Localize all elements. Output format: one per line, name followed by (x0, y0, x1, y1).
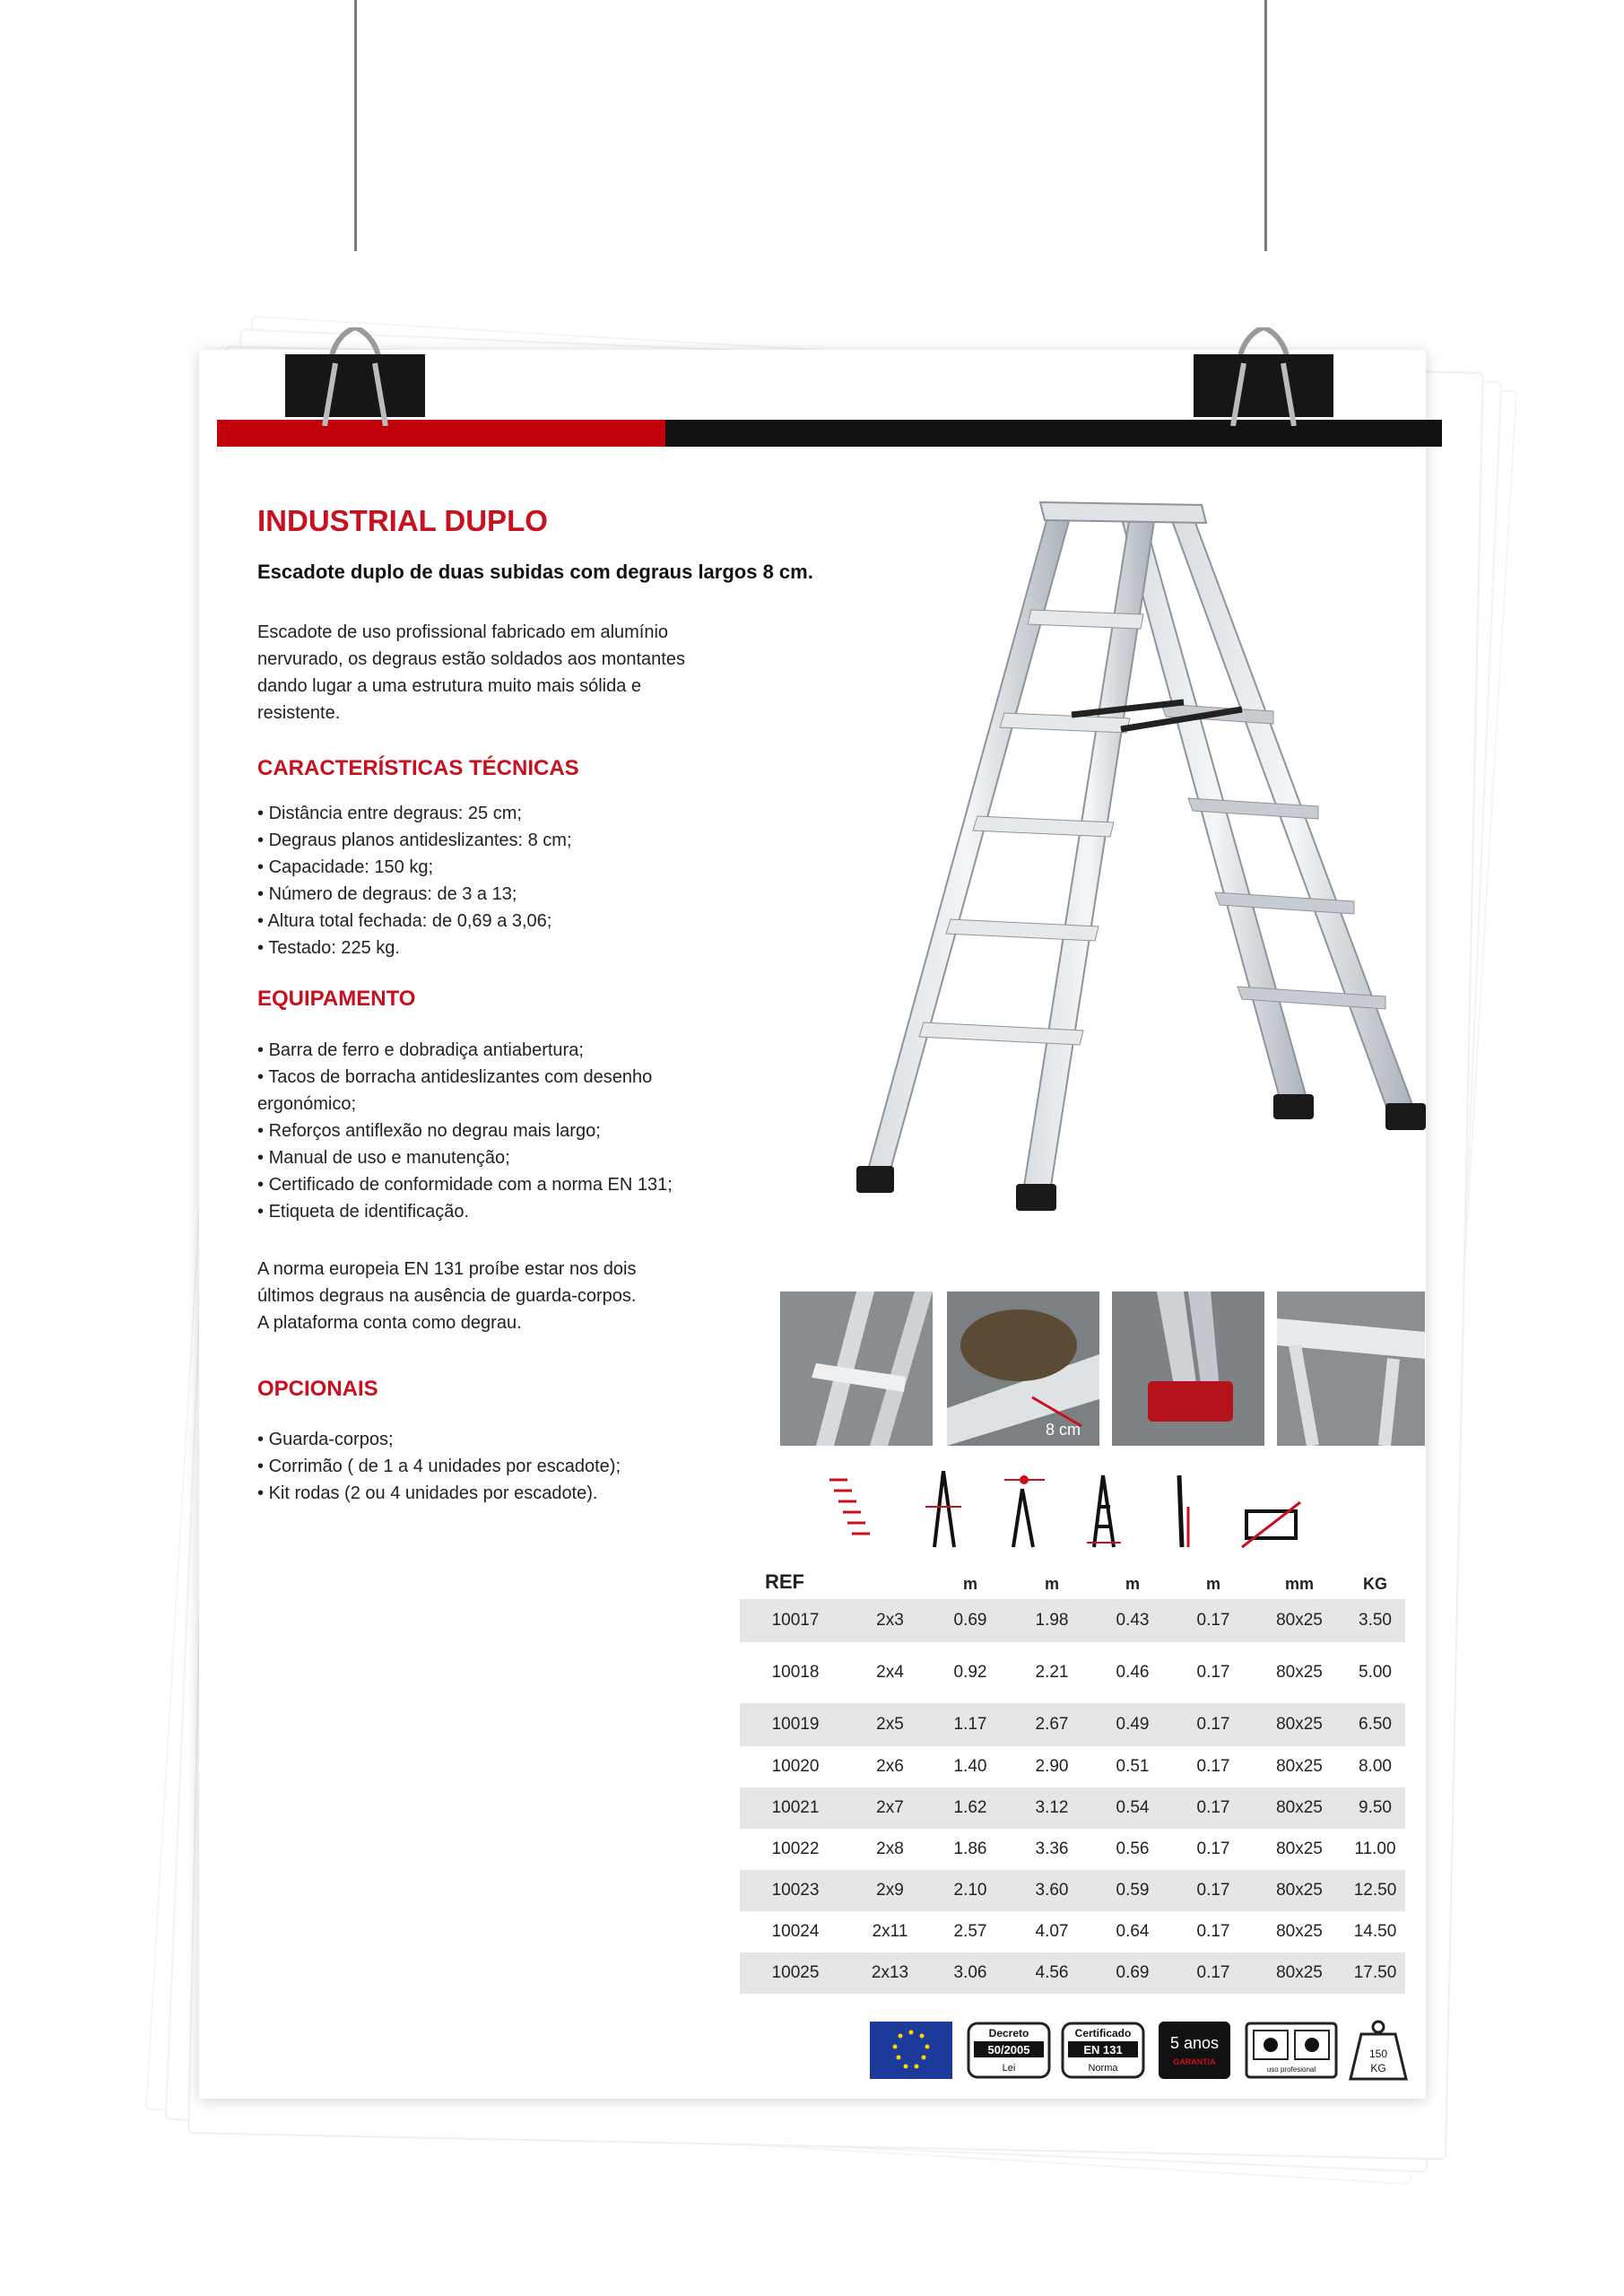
cell-height-closed: 2.10 (929, 1870, 1012, 1911)
column-header-ref: REF (765, 1570, 804, 1593)
cell-depth: 0.17 (1196, 1663, 1230, 1682)
cell-height-closed: 1.62 (929, 1787, 1012, 1829)
decreto-top-text: Decreto (988, 2027, 1029, 2039)
cell-depth: 0.17 (1196, 1839, 1230, 1858)
table-row (740, 1952, 1405, 1994)
ladder-height-working-icon (1004, 1475, 1045, 1547)
table-header-row (740, 1548, 1405, 1599)
norma-note (257, 1256, 795, 1336)
cell-profile: 80x25 (1254, 1703, 1345, 1746)
certificado-mid-text: EN 131 (1083, 2043, 1123, 2057)
specs-table-body (740, 1599, 1405, 1994)
column-header-working-height: m (1044, 1575, 1059, 1593)
ladder-height-closed-icon (925, 1471, 961, 1547)
detail-photo-foot (1112, 1292, 1264, 1446)
foot-icon (1016, 1184, 1056, 1211)
step-profile-icon (1242, 1502, 1300, 1547)
cell-steps: 2x7 (851, 1787, 929, 1829)
cell-ref: 10017 (740, 1599, 851, 1642)
cell-weight: 11.00 (1354, 1839, 1396, 1858)
equipamento-list (257, 1037, 795, 1225)
description-line: nervurado, os degraus estão soldados aos montantes (257, 649, 685, 669)
cell-steps: 2x11 (872, 1922, 908, 1941)
caracteristicas-list (257, 800, 795, 961)
decreto-mid-text: 50/2005 (987, 2043, 1030, 2057)
hanging-wire-right (1264, 0, 1267, 251)
list-item: • Número de degraus: de 3 a 13; (257, 881, 795, 908)
opcionais-list (257, 1426, 795, 1507)
cell-weight: 3.50 (1345, 1599, 1405, 1642)
cell-width: 0.51 (1116, 1757, 1150, 1776)
cell-height-closed: 2.57 (953, 1922, 987, 1941)
cell-ref: 10021 (740, 1787, 851, 1829)
detail-photo-platform (1277, 1292, 1425, 1446)
cell-steps: 2x5 (851, 1703, 929, 1746)
cell-ref: 10023 (740, 1870, 851, 1911)
steps-icon (829, 1480, 870, 1534)
section-heading-opcionais: OPCIONAIS (257, 1377, 378, 1401)
garantia-bottom-text: GARANTIA (1173, 2057, 1216, 2066)
cell-working-height: 2.21 (1035, 1663, 1069, 1682)
list-item: • Degraus planos antideslizantes: 8 cm; (257, 827, 795, 854)
product-subtitle: Escadote duplo de duas subidas com degraus largos 8 cm. (257, 561, 813, 583)
section-heading-equipamento: EQUIPAMENTO (257, 987, 416, 1011)
cell-working-height: 3.60 (1012, 1870, 1092, 1911)
section-heading-caracteristicas: CARACTERÍSTICAS TÉCNICAS (257, 756, 579, 780)
ladder-depth-icon (1179, 1475, 1188, 1547)
list-item: • Capacidade: 150 kg; (257, 854, 795, 881)
uso-label-text: uso profesional (1266, 2066, 1316, 2074)
column-header-profile: mm (1284, 1575, 1314, 1593)
ladder-product-image (852, 498, 1426, 1251)
description-line: resistente. (257, 703, 341, 723)
list-item: • Certificado de conformidade com a norma EN 131; (257, 1171, 795, 1198)
cell-working-height: 3.12 (1012, 1787, 1092, 1829)
cell-depth: 0.17 (1173, 1870, 1254, 1911)
certification-badges (870, 2020, 1408, 2081)
cell-depth: 0.17 (1196, 1757, 1230, 1776)
list-item: • Kit rodas (2 ou 4 unidades por escadote). (257, 1480, 795, 1507)
list-item: • Tacos de borracha antideslizantes com desenho (257, 1064, 795, 1091)
column-header-weight: KG (1363, 1575, 1387, 1593)
cell-weight: 14.50 (1353, 1922, 1397, 1941)
uso-profissional-badge (1246, 2023, 1336, 2077)
step-width-label: 8 cm (1046, 1421, 1081, 1439)
cell-profile: 80x25 (1254, 1787, 1345, 1829)
cell-depth: 0.17 (1173, 1703, 1254, 1746)
cell-ref: 10019 (740, 1703, 851, 1746)
column-header-width: m (1125, 1575, 1140, 1593)
cell-width: 0.56 (1116, 1839, 1150, 1858)
cell-working-height: 3.36 (1035, 1839, 1069, 1858)
list-item-continuation: ergonómico; (257, 1094, 357, 1114)
cell-profile: 80x25 (1254, 1870, 1345, 1911)
cell-profile: 80x25 (1276, 1922, 1323, 1941)
cell-profile: 80x25 (1276, 1839, 1323, 1858)
table-row (740, 1642, 1405, 1703)
list-item: • Manual de uso e manutenção; (257, 1144, 795, 1171)
list-item: • Testado: 225 kg. (257, 935, 795, 961)
cell-height-closed: 3.06 (929, 1952, 1012, 1994)
table-row (740, 1829, 1405, 1870)
certificado-badge (1063, 2023, 1143, 2077)
table-row (740, 1599, 1405, 1642)
list-item: • Altura total fechada: de 0,69 a 3,06; (257, 908, 795, 935)
cell-steps: 2x3 (851, 1599, 929, 1642)
product-description (257, 619, 795, 726)
cell-profile: 80x25 (1254, 1599, 1345, 1642)
cell-steps: 2x9 (851, 1870, 929, 1911)
column-header-depth: m (1205, 1575, 1220, 1593)
detail-photo-steps (780, 1292, 933, 1446)
weight-capacity-icon (1350, 2022, 1406, 2079)
decreto-bottom-text: Lei (1002, 2063, 1016, 2074)
list-item: • Reforços antiflexão no degrau mais largo; (257, 1118, 795, 1144)
cell-working-height: 2.67 (1012, 1703, 1092, 1746)
cell-width: 0.54 (1092, 1787, 1173, 1829)
garantia-badge (1159, 2022, 1230, 2079)
cell-profile: 80x25 (1276, 1757, 1323, 1776)
cell-height-closed: 1.17 (929, 1703, 1012, 1746)
foot-icon (856, 1166, 894, 1193)
description-line: Escadote de uso profissional fabricado em alumínio (257, 622, 669, 642)
binder-clip-left-icon (280, 327, 430, 426)
hanging-wire-left (354, 0, 357, 251)
cell-steps: 2x8 (876, 1839, 904, 1858)
cell-width: 0.46 (1116, 1663, 1150, 1682)
detail-photo-boot (947, 1292, 1099, 1446)
garantia-top-text: 5 anos (1169, 2034, 1220, 2052)
cell-ref: 10025 (740, 1952, 851, 1994)
binder-clip-right-icon (1188, 327, 1339, 426)
cell-weight: 8.00 (1359, 1757, 1392, 1776)
cell-working-height: 1.98 (1012, 1599, 1092, 1642)
list-item: • Etiqueta de identificação. (257, 1198, 795, 1225)
cell-working-height: 4.56 (1012, 1952, 1092, 1994)
weight-bottom-text: KG (1370, 2062, 1386, 2074)
cell-depth: 0.17 (1173, 1787, 1254, 1829)
cell-profile: 80x25 (1254, 1952, 1345, 1994)
cell-ref: 10022 (771, 1839, 820, 1858)
cell-width: 0.49 (1092, 1703, 1173, 1746)
norma-line: A plataforma conta como degrau. (257, 1313, 522, 1333)
cell-height-closed: 0.92 (953, 1663, 987, 1682)
description-line: dando lugar a uma estrutura muito mais sólida e (257, 676, 642, 696)
list-item: • Barra de ferro e dobradiça antiabertura; (257, 1037, 795, 1064)
ladder-width-icon (1087, 1475, 1121, 1547)
list-item: • Guarda-corpos; (257, 1426, 795, 1453)
table-row (740, 1911, 1405, 1952)
cell-weight: 17.50 (1345, 1952, 1405, 1994)
cell-width: 0.64 (1116, 1922, 1150, 1941)
column-header-steps (851, 1548, 929, 1599)
table-row (740, 1703, 1405, 1746)
cell-depth: 0.17 (1173, 1599, 1254, 1642)
cell-weight: 9.50 (1345, 1787, 1405, 1829)
foot-icon (1273, 1094, 1314, 1119)
cell-steps: 2x4 (876, 1663, 904, 1682)
cell-height-closed: 1.40 (953, 1757, 987, 1776)
product-title: INDUSTRIAL DUPLO (257, 504, 548, 537)
cell-working-height: 2.90 (1035, 1757, 1069, 1776)
certificado-bottom-text: Norma (1088, 2063, 1118, 2074)
cell-weight: 5.00 (1359, 1663, 1392, 1682)
decreto-badge (968, 2023, 1049, 2077)
table-row (740, 1870, 1405, 1911)
cell-steps: 2x13 (851, 1952, 929, 1994)
cell-width: 0.43 (1092, 1599, 1173, 1642)
cell-ref: 10024 (771, 1922, 820, 1941)
cell-depth: 0.17 (1196, 1922, 1230, 1941)
cell-weight: 12.50 (1345, 1870, 1405, 1911)
list-item: • Distância entre degraus: 25 cm; (257, 800, 795, 827)
norma-line: A norma europeia EN 131 proíbe estar nos dois (257, 1259, 637, 1279)
cell-width: 0.69 (1092, 1952, 1173, 1994)
column-header-height-closed: m (962, 1575, 977, 1593)
cell-height-closed: 1.86 (953, 1839, 987, 1858)
cell-steps: 2x6 (876, 1757, 904, 1776)
cell-height-closed: 0.69 (929, 1599, 1012, 1642)
cell-profile: 80x25 (1276, 1663, 1323, 1682)
cell-depth: 0.17 (1173, 1952, 1254, 1994)
specs-table (740, 1548, 1405, 1994)
weight-top-text: 150 (1368, 2048, 1388, 2060)
cell-ref: 10018 (771, 1663, 820, 1682)
foot-icon (1385, 1103, 1426, 1130)
cell-width: 0.59 (1092, 1870, 1173, 1911)
list-item: • Corrimão ( de 1 a 4 unidades por escadote); (257, 1453, 795, 1480)
cell-ref: 10020 (771, 1757, 820, 1776)
table-row (740, 1746, 1405, 1787)
cell-working-height: 4.07 (1035, 1922, 1069, 1941)
norma-line: últimos degraus na ausência de guarda-corpos. (257, 1286, 637, 1306)
table-row (740, 1787, 1405, 1829)
cell-weight: 6.50 (1345, 1703, 1405, 1746)
eu-flag-icon (870, 2022, 952, 2079)
certificado-top-text: Certificado (1074, 2027, 1132, 2039)
